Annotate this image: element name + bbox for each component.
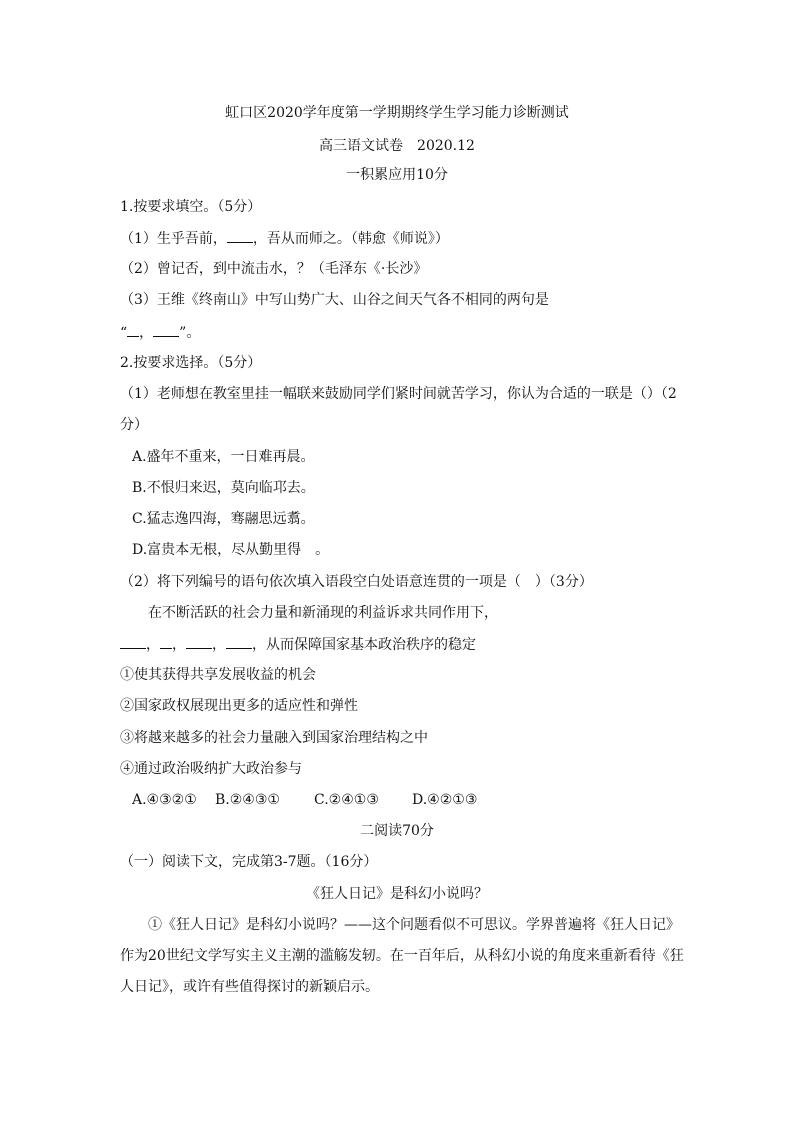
statement-3: ③将越来越多的社会力量融入到国家治理结构之中: [120, 730, 428, 746]
option-b: B.不恨归来迟，莫向临邛去。: [132, 480, 315, 496]
option-d: D.富贵本无根，尽从勤里得 。: [132, 542, 330, 558]
article-paragraph-1-line-2: 作为20世纪文学写实主义主潮的滥觞发轫。在一百年后，从科幻小说的角度来重新看待《狂: [120, 948, 684, 964]
article-paragraph-1-line-3: 人日记》，或许有些值得探讨的新颖启示。: [120, 979, 379, 995]
question-1-sub-2: （2）曾记否，到中流击水，？（毛泽东《·长沙》: [120, 261, 428, 277]
question-2-part-1-line-2: 分）: [120, 417, 148, 433]
exam-title: 虹口区2020学年度第一学期期终学生学习能力诊断测试: [225, 105, 569, 121]
option-c: C.猛志逸四海，骞翮思远翥。: [132, 511, 315, 527]
answer-choice-c: C.②④①③: [314, 792, 379, 808]
question-1-sub-3: （3）王维《终南山》中写山势广大、山谷之间天气各不相同的两句是: [120, 292, 549, 308]
section-heading-accumulation: 一积累应用10分: [346, 167, 448, 183]
comma: ，: [212, 637, 226, 653]
comma: ，: [139, 325, 154, 341]
fill-blank: [120, 635, 146, 649]
question-1-sub-3-answer: [120, 323, 200, 343]
close-quote: ”。: [179, 325, 201, 341]
fill-blank: [227, 229, 253, 243]
open-quote: “: [120, 325, 128, 341]
question-1-stem: 1.按要求填空。（5分）: [120, 199, 262, 215]
statement-2: ②国家政权展现出更多的适应性和弹性: [120, 698, 358, 714]
question-2-stem: 2.按要求选择。（5分）: [120, 355, 262, 371]
question-2-passage: 在不断活跃的社会力量和新涌现的利益诉求共同作用下，: [148, 605, 498, 621]
comma: ，: [146, 637, 160, 653]
option-a: A.盛年不重来，一日难再晨。: [132, 449, 315, 465]
fill-blank: [160, 635, 172, 649]
question-2-part-1-line-1: （1）老师想在教室里挂一幅联来鼓励同学们紧时间就苦学习，你认为合适的一联是（）（2: [120, 386, 677, 402]
statement-1: ①使其获得共享发展收益的机会: [120, 667, 316, 683]
comma: ，: [172, 637, 186, 653]
section-heading-reading: 二阅读70分: [360, 823, 434, 839]
fill-blank: [153, 323, 179, 337]
article-title: 《狂人日记》是科幻小说吗？: [306, 886, 488, 902]
fill-blank: [186, 635, 212, 649]
article-paragraph-1-line-1: ①《狂人日记》是科幻小说吗？——这个问题看似不可思议。学界普遍将《狂人日记》: [148, 917, 680, 933]
answer-choice-b: B.②④③①: [215, 792, 280, 808]
blanks-line-ending: ，从而保障国家基本政治秩序的稳定: [252, 637, 476, 653]
reading-1-instruction: （一）阅读下文，完成第3-7题。（16分）: [120, 854, 378, 870]
fill-blank: [226, 635, 252, 649]
q1-s1-before-blank: （1）生乎吾前，: [120, 231, 227, 247]
fill-blank: [127, 323, 139, 337]
question-2-part-2: （2）将下列编号的语句依次填入语段空白处语意连贯的一项是（ ）（3分）: [120, 574, 593, 590]
question-2-blanks-line: [120, 635, 476, 655]
statement-4: ④通过政治吸纳扩大政治参与: [120, 761, 302, 777]
question-1-sub-1: [120, 229, 449, 249]
answer-choice-d: D.④②①③: [412, 792, 478, 808]
q1-s1-after-blank: ，吾从而师之。（韩愈《师说》）: [252, 231, 449, 247]
answer-choice-a: A.④③②①: [132, 792, 197, 808]
exam-subtitle: 高三语文试卷 2020.12: [319, 138, 475, 154]
